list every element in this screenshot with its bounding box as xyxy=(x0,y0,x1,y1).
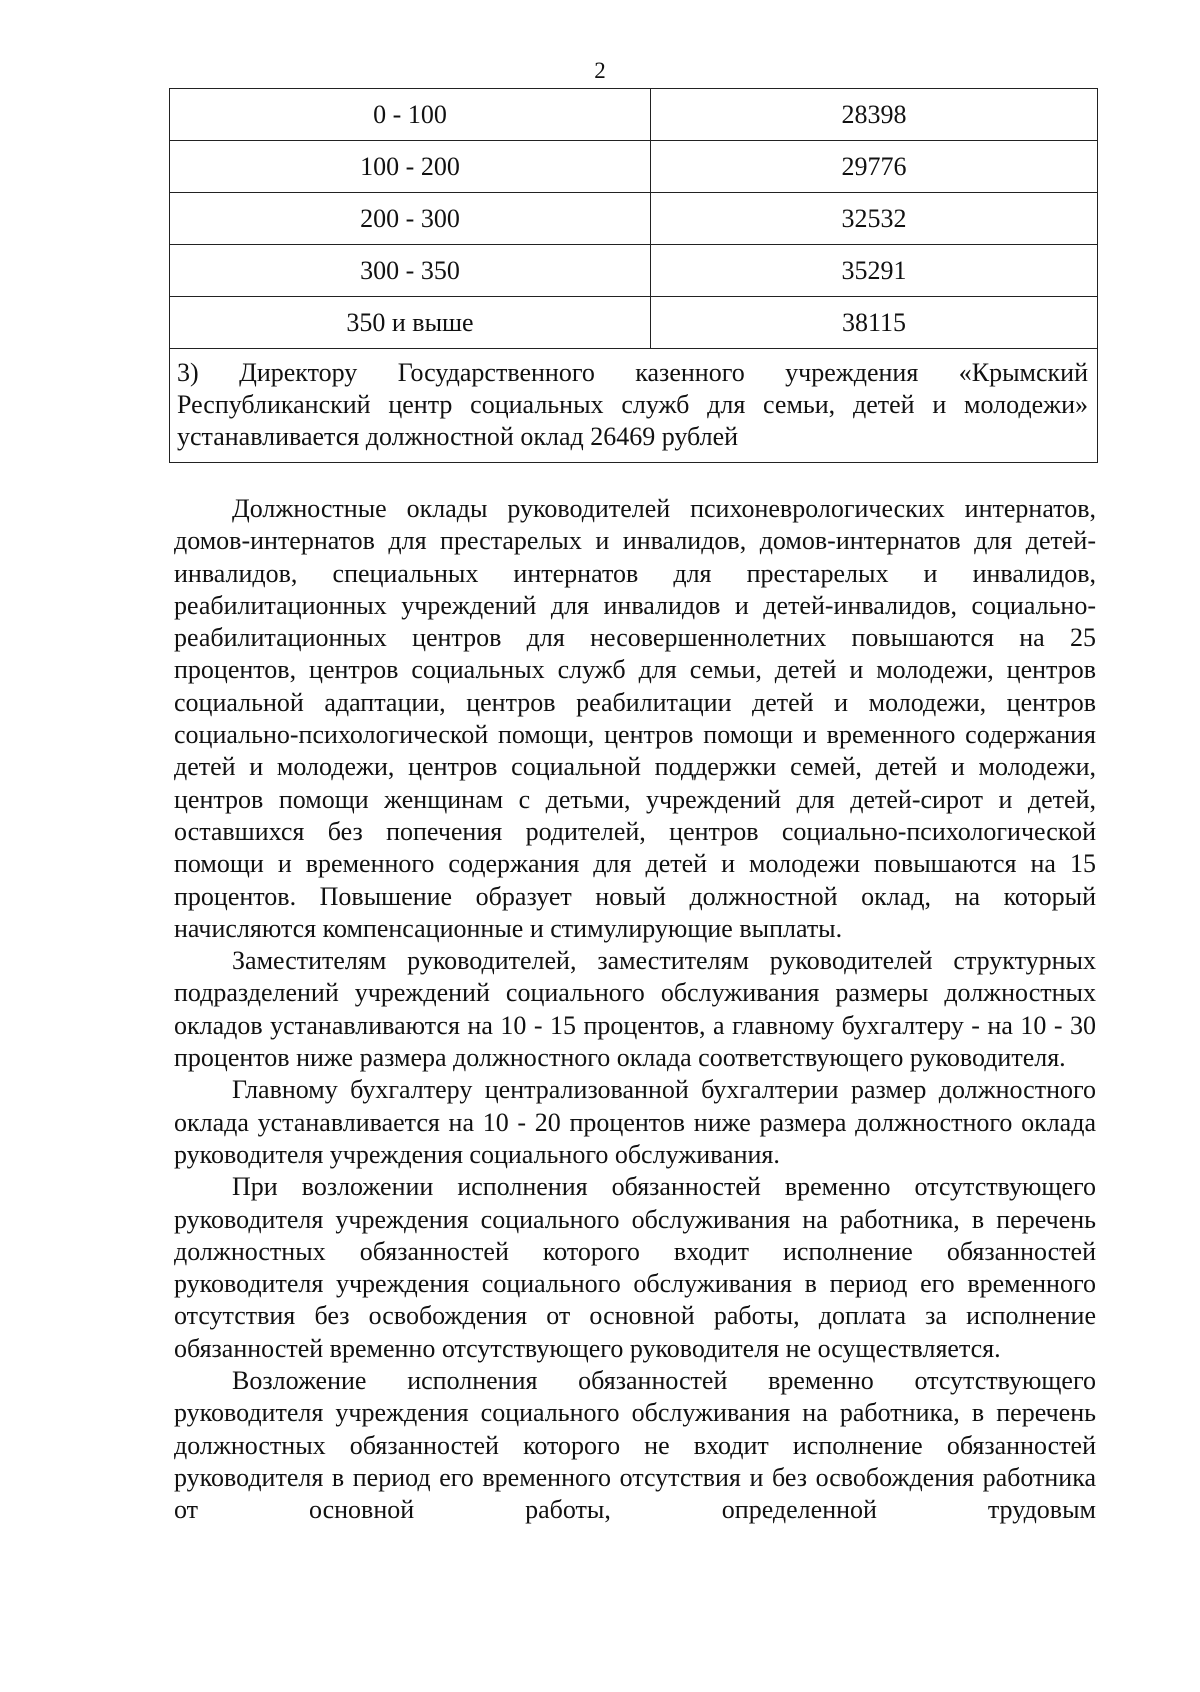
table-cell-range: 300 - 350 xyxy=(170,245,651,297)
table-note-row xyxy=(170,349,1098,463)
table-cell-range: 100 - 200 xyxy=(170,141,651,193)
table-row xyxy=(170,193,1098,245)
table-cell-salary: 32532 xyxy=(651,193,1098,245)
table-row xyxy=(170,89,1098,141)
paragraph-salary-increase: Должностные оклады руководителей психоневрологических интернатов, домов-интернатов для престарелых и инвалидов, домов-интернатов для детей-инвалидов, специальных интернатов для престарелых и инвалидов, реабилитационных учреждений для инвалидов и детей-инвалидов, социально-реабилитационных центров для несовершеннолетних повышаются на 25 процентов, центров социальных служб для семьи, детей и молодежи, центров социальной адаптации, центров реабилитации детей и молодежи, центров социально-психологической помощи, центров помощи и временного содержания детей и молодежи, центров социальной поддержки семей, детей и молодежи, центров помощи женщинам с детьми, учреждений для детей-сирот и детей, оставшихся без попечения родителей, центров социально-психологической помощи и временного содержания для детей и молодежи повышаются на 15 процентов. Повышение образует новый должностной оклад, на который начисляются компенсационные и стимулирующие выплаты. xyxy=(174,494,1096,943)
paragraph-chief-accountant: Главному бухгалтеру централизованной бухгалтерии размер должностного оклада устанавливается на 10 - 20 процентов ниже размера должностного оклада руководителя учреждения социального обслуживания. xyxy=(174,1075,1096,1169)
table-cell-range: 200 - 300 xyxy=(170,193,651,245)
table-cell-salary: 38115 xyxy=(651,297,1098,349)
paragraph-acting-duties-assignment: Возложение исполнения обязанностей временно отсутствующего руководителя учреждения социального обслуживания на работника, в перечень должностных обязанностей которого не входит исполнение обязанностей руководителя в период его временного отсутствия и без освобождения работника от основной работы, определенной трудовым xyxy=(174,1366,1096,1525)
document-body xyxy=(174,493,1096,1527)
table-cell-salary: 29776 xyxy=(651,141,1098,193)
table-cell-salary: 35291 xyxy=(651,245,1098,297)
table-cell-salary: 28398 xyxy=(651,89,1098,141)
paragraph-deputies: Заместителям руководителей, заместителям руководителей структурных подразделений учреждений социального обслуживания размеры должностных окладов устанавливаются на 10 - 15 процентов, а главному бухгалтеру - на 10 - 30 процентов ниже размера должностного оклада соответствующего руководителя. xyxy=(174,946,1096,1073)
salary-table xyxy=(169,88,1098,463)
table-row xyxy=(170,245,1098,297)
paragraph-acting-duties: При возложении исполнения обязанностей временно отсутствующего руководителя учреждения социального обслуживания на работника, в перечень должностных обязанностей которого входит исполнение обязанностей руководителя учреждения социального обслуживания в период его временного отсутствия без освобождения от основной работы, доплата за исполнение обязанностей временно отсутствующего руководителя не осуществляется. xyxy=(174,1172,1096,1363)
table-row xyxy=(170,297,1098,349)
page-number: 2 xyxy=(594,58,606,83)
table-row xyxy=(170,141,1098,193)
table-cell-range: 0 - 100 xyxy=(170,89,651,141)
table-note: 3) Директору Государственного казенного учреждения «Крымский Республиканский центр социальных служб для семьи, детей и молодежи» устанавливается должностной оклад 26469 рублей xyxy=(170,349,1098,463)
table-cell-range: 350 и выше xyxy=(170,297,651,349)
